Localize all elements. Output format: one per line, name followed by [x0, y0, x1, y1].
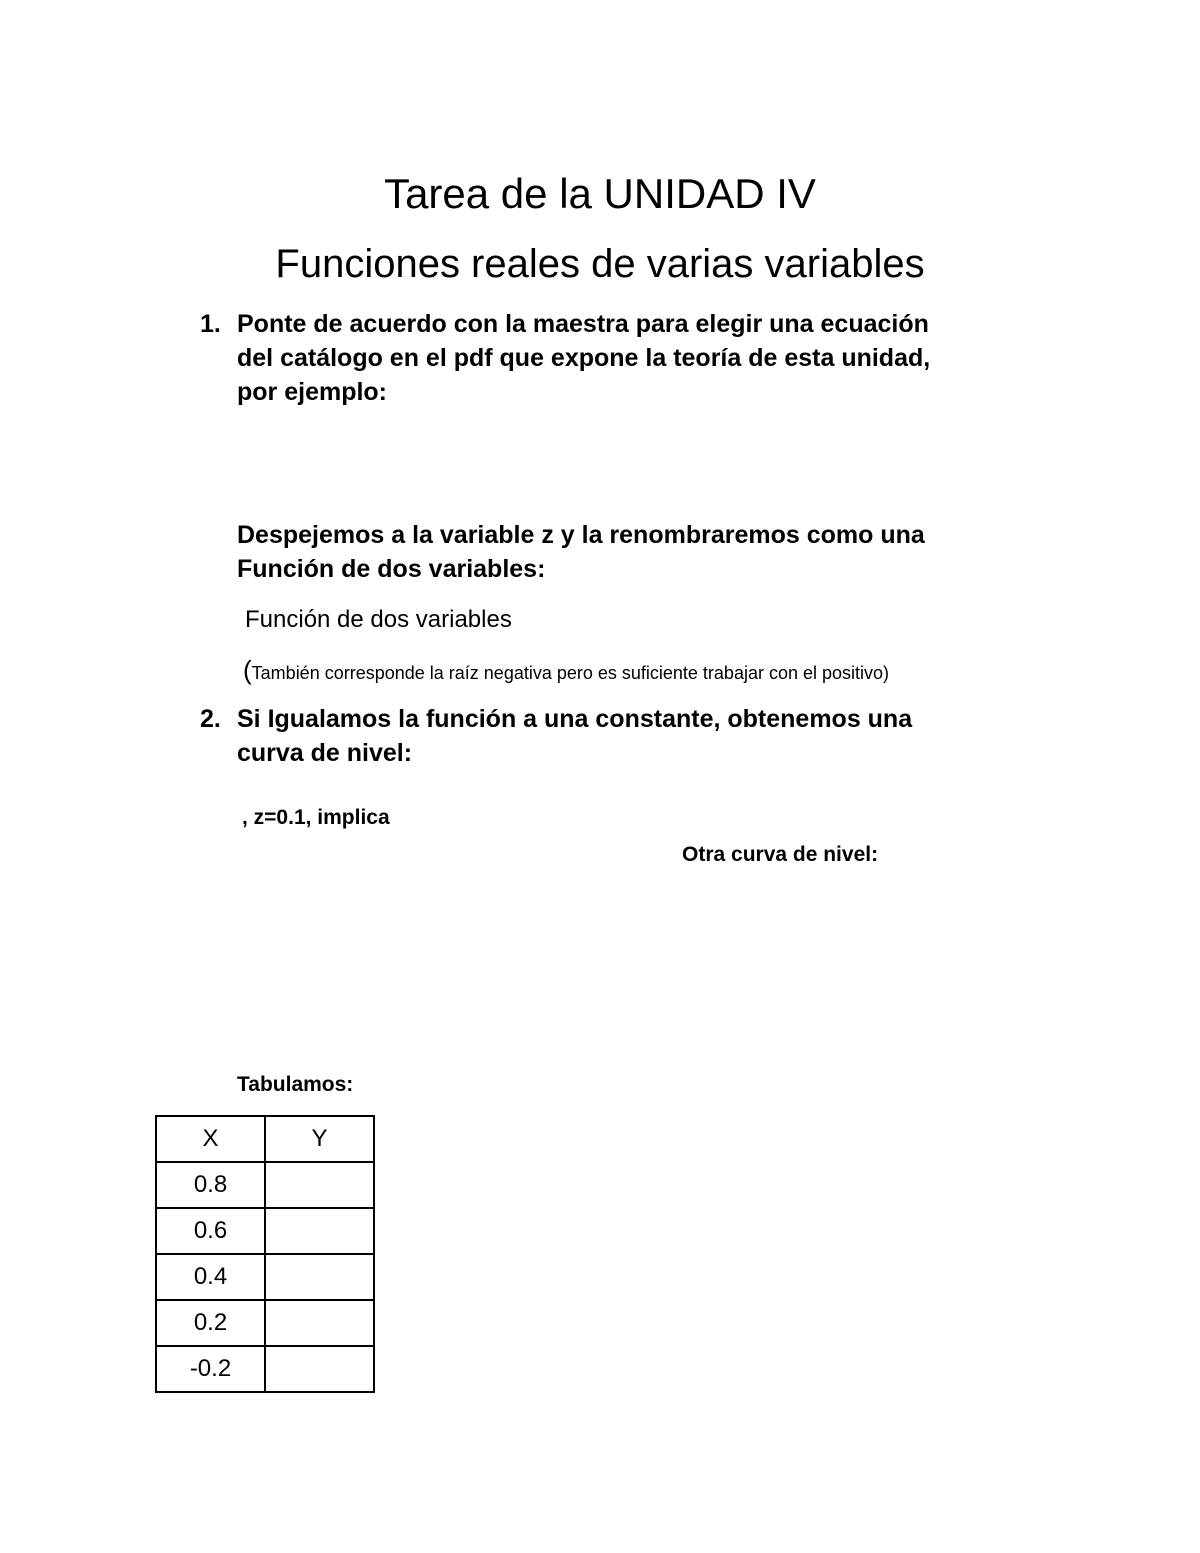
cell-x: 0.6 [156, 1208, 265, 1254]
item-1-line-1: Ponte de acuerdo con la maestra para elegir una ecuación [237, 310, 929, 338]
table-header-row [156, 1116, 374, 1162]
page-subtitle: Funciones reales de varias variables [275, 242, 925, 286]
solve-line-1: Despejemos a la variable z y la renombraremos como una [237, 521, 925, 549]
function-label: Función de dos variables [245, 606, 512, 633]
cell-y [265, 1208, 374, 1254]
cell-x: 0.4 [156, 1254, 265, 1300]
cell-y [265, 1346, 374, 1392]
table-row [156, 1300, 374, 1346]
page-title: Tarea de la UNIDAD IV [384, 170, 816, 217]
item-2-number: 2. [200, 705, 221, 733]
column-header-y: Y [265, 1116, 374, 1162]
cell-y [265, 1254, 374, 1300]
cell-y [265, 1162, 374, 1208]
note-text: También corresponde la raíz negativa pero es suficiente trabajar con el positivo) [251, 663, 890, 683]
note-paren: ( [243, 655, 252, 685]
item-1-line-3: por ejemplo: [237, 378, 388, 406]
item-2-line-1: Si Igualamos la función a una constante, obtenemos una [237, 705, 913, 733]
cell-x: -0.2 [156, 1346, 265, 1392]
table-row [156, 1346, 374, 1392]
solve-line-2: Función de dos variables: [237, 555, 546, 583]
table-row [156, 1254, 374, 1300]
item-1-number: 1. [200, 310, 221, 338]
table-caption: Tabulamos: [237, 1073, 354, 1096]
note [243, 655, 889, 686]
table-row [156, 1162, 374, 1208]
cell-y [265, 1300, 374, 1346]
item-2-line-2: curva de nivel: [237, 739, 413, 767]
z-level-line: , z=0.1, implica [242, 806, 390, 829]
column-header-x: X [156, 1116, 265, 1162]
item-1-line-2: del catálogo en el pdf que expone la teoría de esta unidad, [237, 344, 931, 372]
other-curve-label: Otra curva de nivel: [682, 843, 879, 866]
values-table [155, 1115, 375, 1393]
cell-x: 0.8 [156, 1162, 265, 1208]
cell-x: 0.2 [156, 1300, 265, 1346]
table-row [156, 1208, 374, 1254]
